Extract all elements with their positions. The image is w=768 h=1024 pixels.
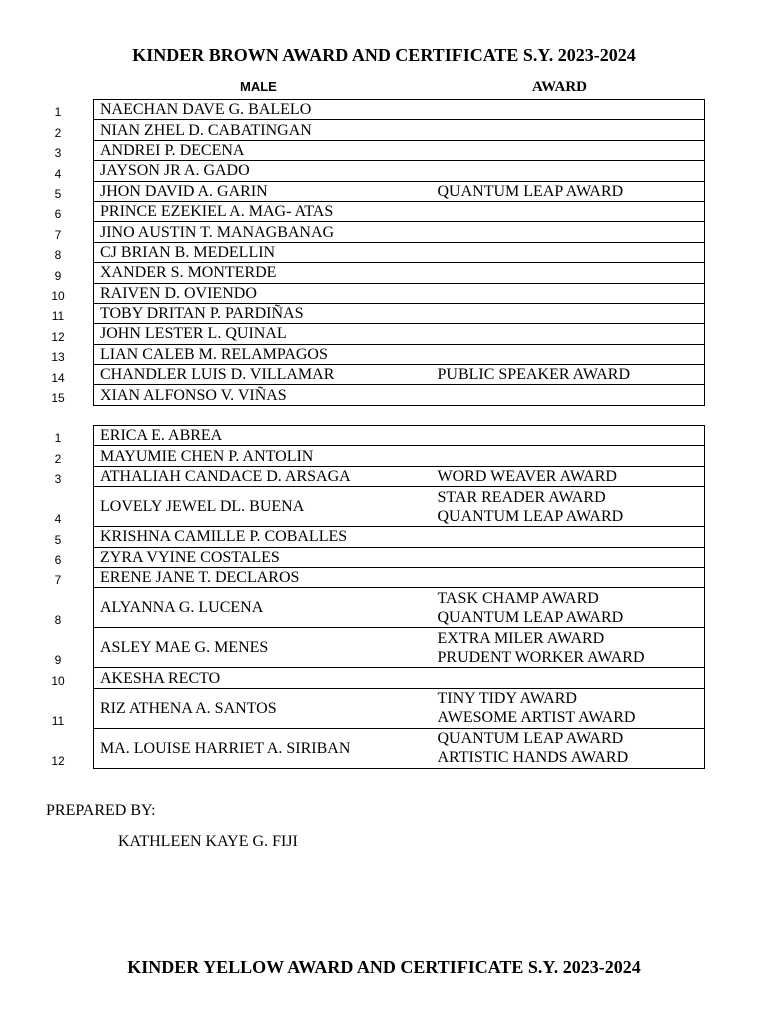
row-number: 2 <box>54 451 62 466</box>
row-number: 12 <box>51 753 65 768</box>
row-number: 7 <box>54 227 62 242</box>
award-label: QUANTUM LEAP AWARD <box>437 608 624 626</box>
student-name: RAIVEN D. OVIENDO <box>94 283 432 303</box>
row-number: 1 <box>54 105 62 120</box>
award-label: AWESOME ARTIST AWARD <box>437 709 636 727</box>
student-name: XIAN ALFONSO V. VIÑAS <box>94 385 432 405</box>
award-cell <box>432 426 705 446</box>
table-row <box>94 283 705 303</box>
student-name: JINO AUSTIN T. MANAGBANAG <box>94 222 432 242</box>
award-label: PRUDENT WORKER AWARD <box>437 648 645 666</box>
row-number: 10 <box>51 673 65 688</box>
student-name: JAYSON JR A. GADO <box>94 161 432 181</box>
table-row <box>94 181 705 201</box>
row-number: 12 <box>51 329 65 344</box>
student-name: RIZ ATHENA A. SANTOS <box>94 688 432 728</box>
award-cell <box>432 201 705 221</box>
award-cell <box>432 303 705 323</box>
row-number: 10 <box>51 289 65 303</box>
student-name: JOHN LESTER L. QUINAL <box>94 324 432 344</box>
table-row <box>94 628 705 668</box>
award-label: QUANTUM LEAP AWARD <box>437 182 624 200</box>
award-cell <box>432 466 705 486</box>
award-label: PUBLIC SPEAKER AWARD <box>437 366 631 384</box>
award-label: TINY TIDY AWARD <box>437 690 577 708</box>
award-cell <box>432 567 705 587</box>
award-cell <box>432 728 705 768</box>
award-cell <box>432 324 705 344</box>
table-row <box>94 688 705 728</box>
award-cell <box>432 242 705 262</box>
student-name: TOBY DRITAN P. PARDIÑAS <box>94 303 432 323</box>
student-name: ALYANNA G. LUCENA <box>94 588 432 628</box>
award-column-header: AWARD <box>532 79 588 95</box>
prepared-by-label: PREPARED BY: <box>46 802 156 819</box>
male-column-header: MALE <box>240 79 277 94</box>
table-row <box>94 263 705 283</box>
award-cell <box>432 344 705 364</box>
row-number: 9 <box>54 653 62 668</box>
row-number: 3 <box>54 146 62 161</box>
table-row <box>94 120 705 140</box>
row-number: 8 <box>54 248 62 263</box>
row-number: 4 <box>54 166 62 181</box>
female-roster-table <box>93 425 705 769</box>
award-cell <box>432 385 705 405</box>
row-number: 5 <box>54 532 62 547</box>
row-number: 5 <box>54 187 62 201</box>
award-cell <box>432 222 705 242</box>
row-number: 8 <box>54 613 62 628</box>
student-name: ATHALIAH CANDACE D. ARSAGA <box>94 466 432 486</box>
table-row <box>94 303 705 323</box>
award-label: WORD WEAVER AWARD <box>437 467 617 485</box>
table-row <box>94 385 705 405</box>
row-number: 13 <box>51 350 65 365</box>
student-name: LIAN CALEB M. RELAMPAGOS <box>94 344 432 364</box>
award-label: ARTISTIC HANDS AWARD <box>437 749 629 767</box>
award-cell <box>432 487 705 527</box>
student-name: ZYRA VYINE COSTALES <box>94 547 432 567</box>
table-row <box>94 728 705 768</box>
row-number: 6 <box>54 553 62 567</box>
award-cell <box>432 161 705 181</box>
student-name: MAYUMIE CHEN P. ANTOLIN <box>94 446 432 466</box>
award-cell <box>432 365 705 385</box>
student-name: CHANDLER LUIS D. VILLAMAR <box>94 365 432 385</box>
table-row <box>94 201 705 221</box>
table-row <box>94 547 705 567</box>
table-row <box>94 527 705 547</box>
row-number: 3 <box>54 472 62 487</box>
document-title: KINDER BROWN AWARD AND CERTIFICATE S.Y. 2023-2024 <box>132 45 636 65</box>
student-name: MA. LOUISE HARRIET A. SIRIBAN <box>94 728 432 768</box>
table-row <box>94 344 705 364</box>
next-section-title: KINDER YELLOW AWARD AND CERTIFICATE S.Y. 2023-2024 <box>127 957 641 977</box>
student-name: LOVELY JEWEL DL. BUENA <box>94 487 432 527</box>
table-row <box>94 365 705 385</box>
row-number: 6 <box>54 207 62 222</box>
row-number: 11 <box>51 713 65 728</box>
row-number: 14 <box>51 370 65 385</box>
student-name: ASLEY MAE G. MENES <box>94 628 432 668</box>
row-number: 4 <box>54 512 62 527</box>
award-cell <box>432 628 705 668</box>
award-cell <box>432 547 705 567</box>
preparer-name: KATHLEEN KAYE G. FIJI <box>118 833 298 850</box>
student-name: NAECHAN DAVE G. BALELO <box>94 100 432 120</box>
table-row <box>94 588 705 628</box>
award-cell <box>432 588 705 628</box>
table-row <box>94 446 705 466</box>
student-name: CJ BRIAN B. MEDELLIN <box>94 242 432 262</box>
award-label: STAR READER AWARD <box>437 488 606 506</box>
student-name: KRISHNA CAMILLE P. COBALLES <box>94 527 432 547</box>
award-cell <box>432 100 705 120</box>
table-row <box>94 487 705 527</box>
award-cell <box>432 446 705 466</box>
award-cell <box>432 283 705 303</box>
male-roster-table <box>93 99 705 406</box>
student-name: ERICA E. ABREA <box>94 426 432 446</box>
row-number: 9 <box>54 268 62 283</box>
row-number: 15 <box>51 391 65 405</box>
award-label: QUANTUM LEAP AWARD <box>437 507 624 525</box>
award-cell <box>432 668 705 688</box>
award-cell <box>432 181 705 201</box>
student-name: JHON DAVID A. GARIN <box>94 181 432 201</box>
row-number: 1 <box>54 431 62 446</box>
award-label: TASK CHAMP AWARD <box>437 589 599 607</box>
student-name: ERENE JANE T. DECLAROS <box>94 567 432 587</box>
table-row <box>94 668 705 688</box>
table-row <box>94 242 705 262</box>
award-cell <box>432 263 705 283</box>
award-cell <box>432 527 705 547</box>
award-cell <box>432 120 705 140</box>
student-name: ANDREI P. DECENA <box>94 140 432 160</box>
student-name: XANDER S. MONTERDE <box>94 263 432 283</box>
student-name: AKESHA RECTO <box>94 668 432 688</box>
award-cell <box>432 688 705 728</box>
award-label: QUANTUM LEAP AWARD <box>437 730 624 748</box>
row-number: 11 <box>51 309 65 324</box>
table-row <box>94 140 705 160</box>
table-row <box>94 222 705 242</box>
student-name: NIAN ZHEL D. CABATINGAN <box>94 120 432 140</box>
row-number: 7 <box>54 573 62 588</box>
award-label: EXTRA MILER AWARD <box>437 629 605 647</box>
table-row <box>94 100 705 120</box>
award-cell <box>432 140 705 160</box>
table-row <box>94 324 705 344</box>
row-number: 2 <box>54 125 62 140</box>
table-row <box>94 426 705 446</box>
table-row <box>94 161 705 181</box>
student-name: PRINCE EZEKIEL A. MAG- ATAS <box>94 201 432 221</box>
table-row <box>94 466 705 486</box>
table-row <box>94 567 705 587</box>
